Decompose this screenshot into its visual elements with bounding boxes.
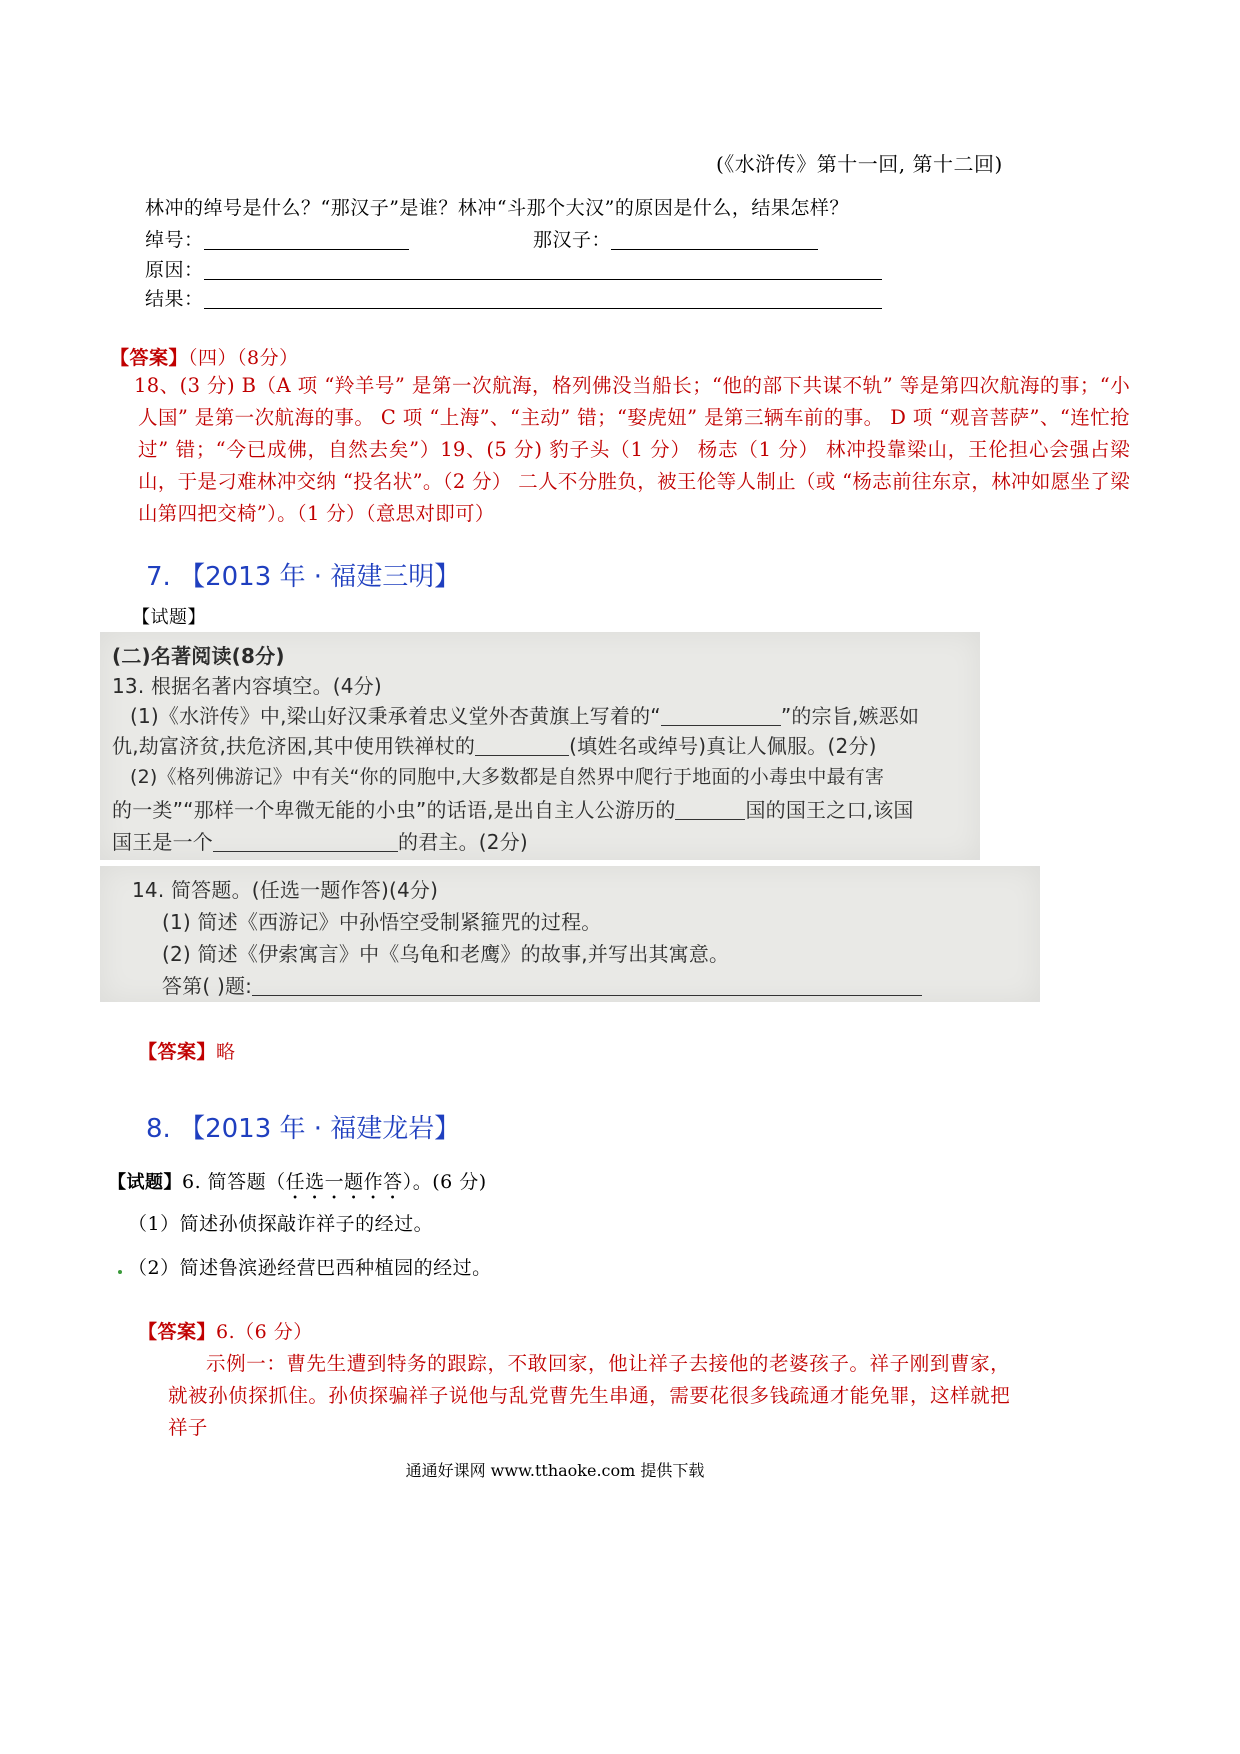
answer-tag: 【答案】 bbox=[110, 347, 189, 369]
scanned-question-image-1 bbox=[100, 632, 980, 860]
man-blank[interactable] bbox=[611, 229, 818, 250]
green-dot-icon bbox=[118, 1270, 122, 1274]
result-blank[interactable] bbox=[204, 288, 882, 309]
scan1-line-3: (1)《水浒传》中,梁山好汉秉承着忠义堂外杏黄旗上写着的“ ”的宗旨,嫉恶如 bbox=[130, 704, 920, 728]
blank-answer bbox=[252, 977, 922, 996]
nickname-label: 绰号： bbox=[145, 229, 204, 251]
scan1-line-6: 的一类”“那样一个卑微无能的小虫”的话语,是出自主人公游历的 国的国王之口,该国 bbox=[112, 798, 914, 822]
section-7-heading: 7. 【2013 年 · 福建三明】 bbox=[146, 562, 461, 592]
section-7-answer bbox=[138, 1036, 236, 1068]
section-8-answer-paragraph: 示例一：曹先生遭到特务的跟踪，不敢回家，他让祥子去接他的老婆孩子。祥子刚到曹家，就被孙侦探抓住。孙侦探骗祥子说他与乱党曹先生串通，需要花很多钱疏通才能免罪，这样就把祥子 bbox=[168, 1352, 1010, 1439]
section-8-answer-header bbox=[138, 1316, 313, 1348]
blank-king bbox=[213, 833, 398, 852]
answer-section: 6.（6 分） bbox=[216, 1321, 313, 1343]
scan2-line-3: (2) 简述《伊索寓言》中《乌龟和老鹰》的故事,并写出其寓意。 bbox=[162, 942, 730, 966]
trial-tag: 【试题】 bbox=[108, 1172, 182, 1193]
nickname-blank[interactable] bbox=[204, 229, 409, 250]
scan2-line-1: 14. 简答题。(任选一题作答)(4分) bbox=[132, 878, 439, 902]
answer-tag: 【答案】 bbox=[138, 1321, 217, 1343]
man-label: 那汉子： bbox=[533, 229, 612, 251]
scan1-line-1: (二)名著阅读(8分) bbox=[112, 644, 285, 668]
result-row bbox=[145, 283, 882, 315]
section-7-trial-tag: 【试题】 bbox=[132, 607, 206, 628]
section-8-item-2: （2）简述鲁滨逊经营巴西种植园的经过。 bbox=[128, 1257, 492, 1279]
result-label: 结果： bbox=[145, 288, 204, 310]
blank-banner bbox=[661, 707, 781, 726]
scan2-line-4: 答第( )题: bbox=[162, 970, 922, 999]
scanned-question-image-2 bbox=[100, 866, 1040, 1002]
emphasis-text: 任选一题作答 bbox=[285, 1171, 403, 1193]
answer-tag: 【答案】 bbox=[138, 1041, 217, 1063]
section-8-trial: 【试题】6. 简答题（任选一题作答）。(6 分) bbox=[108, 1171, 487, 1193]
scan1-line-2: 13. 根据名著内容填空。(4分) bbox=[112, 674, 382, 698]
page-footer: 通通好课网 www.tthaoke.com 提供下载 bbox=[405, 1461, 705, 1480]
blank-name bbox=[475, 737, 569, 756]
reason-row bbox=[145, 254, 882, 286]
answer-section: （四）（8分） bbox=[188, 347, 299, 369]
answer-text: 略 bbox=[216, 1041, 236, 1063]
scan1-line-5: (2)《格列佛游记》中有关“你的同胞中,大多数都是自然界中爬行于地面的小毒虫中最有害 bbox=[130, 766, 885, 788]
scan2-line-2: (1) 简述《西游记》中孙悟空受制紧箍咒的过程。 bbox=[162, 910, 602, 934]
answer-paragraph: 18、(3 分) B（A 项 “羚羊号” 是第一次航海，格列佛没当船长；“他的部下共谋不轨” 等是第四次航海的事；“小人国” 是第一次航海的事。 C 项 “上海”、“主动” 错；“娶虎妞” 是第三辆车前的事。 D 项 “观音菩萨”、“连忙抢过” 错；“今已成佛，自然去矣”）19、(5 分) 豹子头（1 分） 杨志（1 分） 林冲投靠梁山，王伦担心会强占梁山，于是刁难林冲交纳 “投名状”。（2 分） 二人不分胜负，被王伦等人制止（或 “杨志前往东京，林冲如愿坐了梁山第四把交椅”）。（1 分）（意思对即可） bbox=[134, 374, 1130, 525]
scan1-line-4: 仇,劫富济贫,扶危济困,其中使用铁禅杖的 (填姓名或绰号)真让人佩服。(2分) bbox=[112, 734, 877, 758]
man-row bbox=[533, 224, 818, 256]
scan1-line-7: 国王是一个 的君主。(2分) bbox=[112, 830, 528, 854]
section-8-item-1: （1）简述孙侦探敲诈祥子的经过。 bbox=[128, 1213, 434, 1235]
blank-country bbox=[675, 801, 745, 820]
reason-label: 原因： bbox=[145, 259, 204, 281]
question-text: 林冲的绰号是什么？“那汉子”是谁？林冲“斗那个大汉”的原因是什么，结果怎样？ bbox=[145, 197, 849, 219]
reason-blank[interactable] bbox=[204, 259, 882, 280]
source-reference: (《水浒传》第十一回, 第十二回) bbox=[716, 152, 1003, 176]
nickname-row bbox=[145, 224, 409, 256]
section-8-heading: 8. 【2013 年 · 福建龙岩】 bbox=[146, 1114, 461, 1144]
